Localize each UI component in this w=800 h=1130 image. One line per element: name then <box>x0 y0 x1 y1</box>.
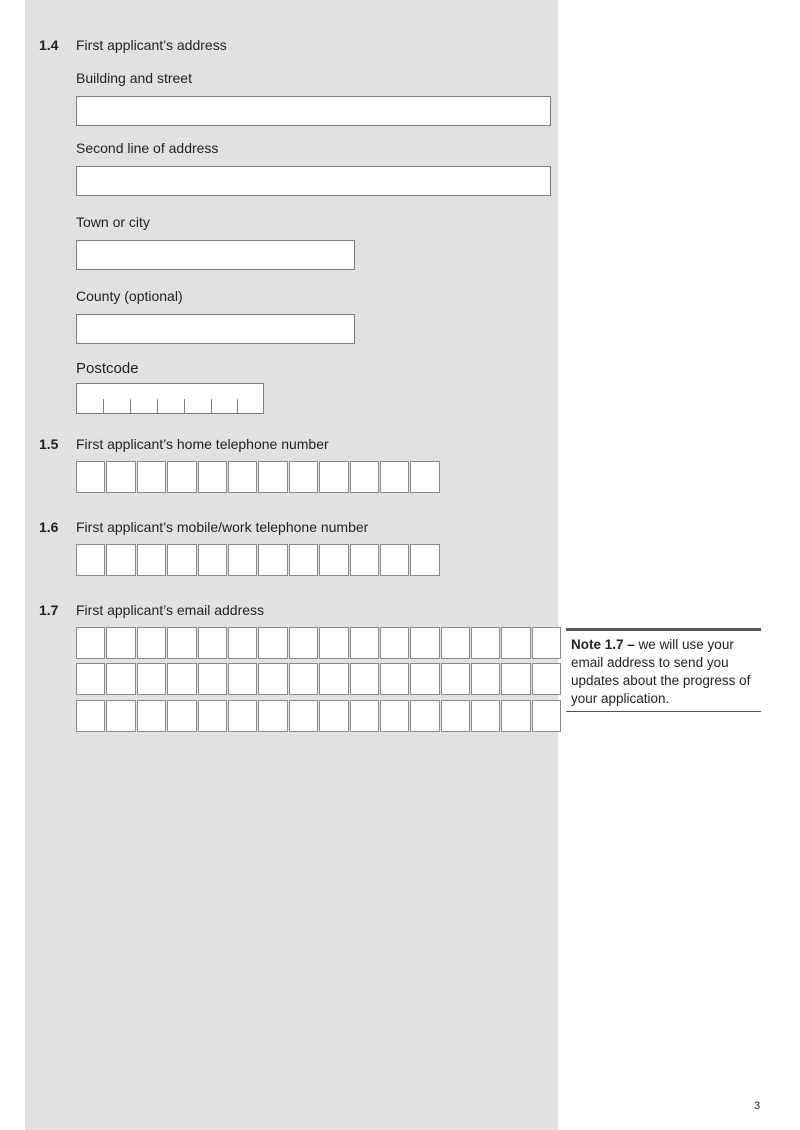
character-cell[interactable] <box>106 663 135 695</box>
question-1-4-title: First applicant’s address <box>76 37 227 53</box>
character-cell[interactable] <box>350 700 379 732</box>
character-cell[interactable] <box>167 663 196 695</box>
character-cell[interactable] <box>137 461 166 493</box>
character-cell[interactable] <box>289 663 318 695</box>
page-number: 3 <box>754 1100 761 1112</box>
character-cell[interactable] <box>441 627 470 659</box>
character-cell[interactable] <box>198 627 227 659</box>
character-cell[interactable] <box>350 627 379 659</box>
postcode-field[interactable] <box>76 383 264 414</box>
question-1-6-title: First applicant’s mobile/work telephone number <box>76 519 369 535</box>
question-1-5-number: 1.5 <box>39 436 59 452</box>
character-cell[interactable] <box>258 544 287 576</box>
note-1-7-label: Note 1.7 – <box>571 637 635 652</box>
postcode-divider <box>157 399 158 413</box>
character-cell[interactable] <box>258 627 287 659</box>
county-field[interactable] <box>76 314 355 344</box>
character-cell[interactable] <box>319 700 348 732</box>
character-cell[interactable] <box>76 700 105 732</box>
character-cell[interactable] <box>501 700 530 732</box>
character-cell[interactable] <box>76 461 105 493</box>
character-cell[interactable] <box>380 663 409 695</box>
character-cell[interactable] <box>441 700 470 732</box>
character-cell[interactable] <box>289 700 318 732</box>
question-1-4-number: 1.4 <box>39 37 59 53</box>
character-cell[interactable] <box>471 627 500 659</box>
email-address-field-row-1[interactable] <box>76 627 561 659</box>
character-cell[interactable] <box>198 700 227 732</box>
postcode-divider <box>130 399 131 413</box>
character-cell[interactable] <box>258 700 287 732</box>
postcode-divider <box>103 399 104 413</box>
character-cell[interactable] <box>258 461 287 493</box>
character-cell[interactable] <box>471 700 500 732</box>
character-cell[interactable] <box>198 663 227 695</box>
character-cell[interactable] <box>380 461 409 493</box>
character-cell[interactable] <box>76 627 105 659</box>
question-1-5-title: First applicant’s home telephone number <box>76 436 329 452</box>
character-cell[interactable] <box>228 700 257 732</box>
character-cell[interactable] <box>228 627 257 659</box>
postcode-divider <box>184 399 185 413</box>
postcode-divider <box>211 399 212 413</box>
building-and-street-label: Building and street <box>76 70 192 86</box>
character-cell[interactable] <box>410 663 439 695</box>
character-cell[interactable] <box>167 544 196 576</box>
character-cell[interactable] <box>350 663 379 695</box>
second-line-of-address-label: Second line of address <box>76 140 219 156</box>
character-cell[interactable] <box>289 627 318 659</box>
character-cell[interactable] <box>410 627 439 659</box>
character-cell[interactable] <box>289 544 318 576</box>
postcode-label: Postcode <box>76 360 139 377</box>
character-cell[interactable] <box>106 700 135 732</box>
character-cell[interactable] <box>380 700 409 732</box>
home-telephone-field[interactable] <box>76 461 440 493</box>
character-cell[interactable] <box>350 544 379 576</box>
character-cell[interactable] <box>137 700 166 732</box>
character-cell[interactable] <box>319 663 348 695</box>
character-cell[interactable] <box>350 461 379 493</box>
note-1-7 <box>566 628 761 712</box>
character-cell[interactable] <box>501 627 530 659</box>
character-cell[interactable] <box>167 627 196 659</box>
note-1-7-text: we will use your email address to send you updates about the progress of your application. <box>571 637 751 706</box>
character-cell[interactable] <box>441 663 470 695</box>
character-cell[interactable] <box>106 461 135 493</box>
county-label: County (optional) <box>76 288 183 304</box>
question-1-7-title: First applicant’s email address <box>76 602 265 618</box>
postcode-divider <box>237 399 238 413</box>
character-cell[interactable] <box>471 663 500 695</box>
question-1-6-number: 1.6 <box>39 519 59 535</box>
character-cell[interactable] <box>137 663 166 695</box>
character-cell[interactable] <box>532 627 561 659</box>
character-cell[interactable] <box>198 544 227 576</box>
second-line-of-address-field[interactable] <box>76 166 551 196</box>
character-cell[interactable] <box>76 544 105 576</box>
question-1-7-number: 1.7 <box>39 602 59 618</box>
character-cell[interactable] <box>410 544 439 576</box>
character-cell[interactable] <box>106 627 135 659</box>
character-cell[interactable] <box>228 544 257 576</box>
character-cell[interactable] <box>106 544 135 576</box>
email-address-field-row-3[interactable] <box>76 700 561 732</box>
character-cell[interactable] <box>228 663 257 695</box>
character-cell[interactable] <box>319 544 348 576</box>
character-cell[interactable] <box>501 663 530 695</box>
character-cell[interactable] <box>258 663 287 695</box>
character-cell[interactable] <box>532 663 561 695</box>
character-cell[interactable] <box>410 461 439 493</box>
email-address-field-row-2[interactable] <box>76 663 561 695</box>
character-cell[interactable] <box>167 461 196 493</box>
character-cell[interactable] <box>410 700 439 732</box>
character-cell[interactable] <box>76 663 105 695</box>
character-cell[interactable] <box>532 700 561 732</box>
character-cell[interactable] <box>198 461 227 493</box>
character-cell[interactable] <box>319 461 348 493</box>
character-cell[interactable] <box>289 461 318 493</box>
town-or-city-label: Town or city <box>76 214 150 230</box>
town-or-city-field[interactable] <box>76 240 355 270</box>
character-cell[interactable] <box>137 544 166 576</box>
character-cell[interactable] <box>380 627 409 659</box>
character-cell[interactable] <box>380 544 409 576</box>
building-and-street-field[interactable] <box>76 96 551 126</box>
character-cell[interactable] <box>319 627 348 659</box>
character-cell[interactable] <box>167 700 196 732</box>
character-cell[interactable] <box>137 627 166 659</box>
character-cell[interactable] <box>228 461 257 493</box>
mobile-work-telephone-field[interactable] <box>76 544 440 576</box>
